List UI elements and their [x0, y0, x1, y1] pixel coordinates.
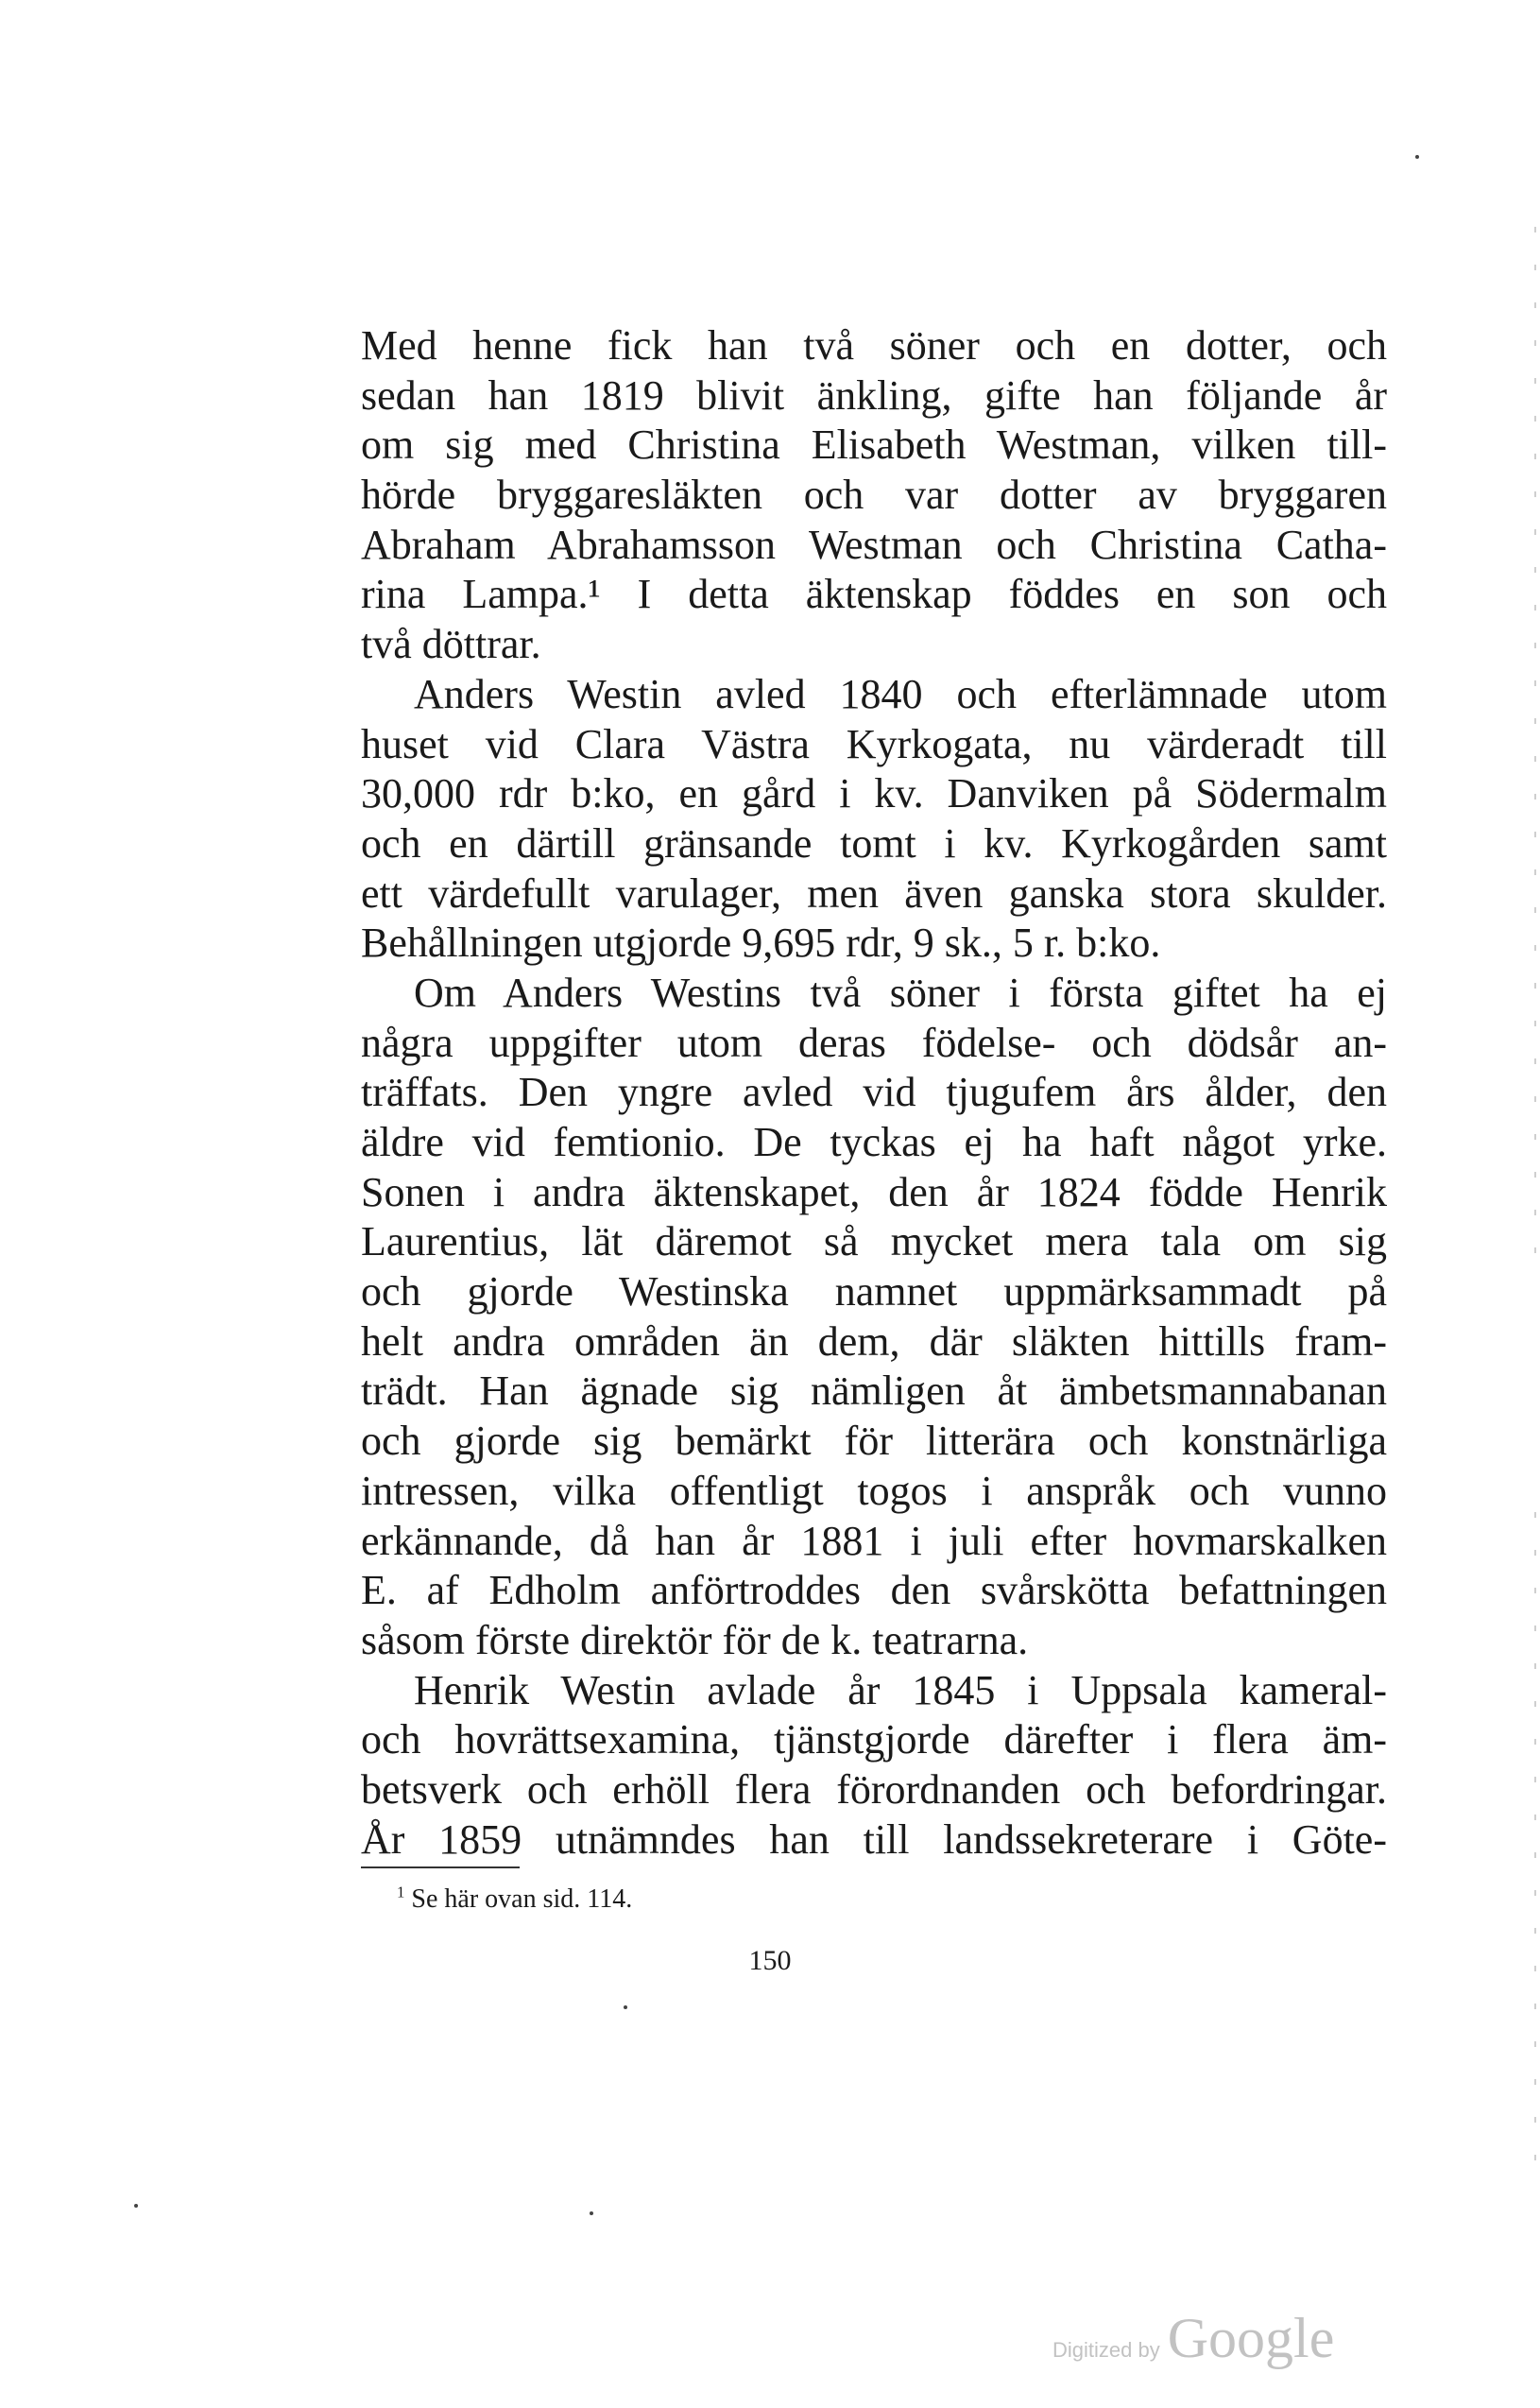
text-line: 30,000 rdr b:ko, en gård i kv. Danviken på Södermalm: [361, 770, 1387, 817]
footnote-marker: 1: [397, 1883, 405, 1901]
text-line: äldre vid femtionio. De tyckas ej ha haft något yrke.: [361, 1119, 1387, 1165]
text-line: två döttrar.: [361, 621, 541, 668]
text-line: intressen, vilka offentligt togos i anspråk och vunno: [361, 1467, 1387, 1514]
text-line: E. af Edholm anförtroddes den svårskötta befattningen: [361, 1567, 1387, 1614]
scan-speck: [590, 2211, 593, 2215]
text-line: Henrik Westin avlade år 1845 i Uppsala kameral-: [414, 1666, 1387, 1713]
text-line: om sig med Christina Elisabeth Westman, vilken till-: [361, 421, 1387, 469]
text-line: och en därtill gränsande tomt i kv. Kyrkogården samt: [361, 819, 1387, 867]
text-line: betsverk och erhöll flera förordnanden och befordringar.: [361, 1765, 1387, 1813]
google-logo: Google: [1167, 2307, 1335, 2369]
scan-speck: [1415, 155, 1419, 159]
footnote-text: Se här ovan sid. 114.: [411, 1884, 633, 1914]
text-line: Abraham Abrahamsson Westman och Christina Catha-: [361, 521, 1387, 568]
scan-speck: [134, 2204, 138, 2208]
footnote-rule: [361, 1866, 520, 1868]
text-line: träffats. Den yngre avled vid tjugufem års ålder, den: [361, 1069, 1387, 1116]
watermark-prefix: Digitized by: [1052, 2338, 1160, 2362]
text-line: och gjorde sig bemärkt för litterära och konstnärliga: [361, 1418, 1387, 1465]
text-line: trädt. Han ägnade sig nämligen åt ämbetsmannabanan: [361, 1367, 1387, 1415]
text-line: sedan han 1819 blivit änkling, gifte han följande år: [361, 371, 1387, 419]
text-line: rina Lampa.¹ I detta äktenskap föddes en son och: [361, 571, 1387, 618]
text-line: År 1859 utnämndes han till landssekreterare i Göte-: [361, 1815, 1387, 1863]
digitized-watermark: [1052, 2306, 1334, 2382]
text-line: såsom förste direktör för de k. teatrarna.: [361, 1616, 1029, 1663]
footnote: [397, 1881, 632, 1918]
text-line: helt andra områden än dem, där släkten hittills fram-: [361, 1317, 1387, 1365]
text-line: och hovrättsexamina, tjänstgjorde därefter i flera äm-: [361, 1716, 1387, 1763]
scan-speck: [624, 2005, 627, 2009]
text-line: hörde bryggaresläkten och var dotter av bryggaren: [361, 472, 1387, 519]
scan-edge-upper: [1534, 227, 1536, 1266]
text-line: Anders Westin avled 1840 och efterlämnade utom: [414, 670, 1387, 717]
text-line: Sonen i andra äktenskapet, den år 1824 födde Henrik: [361, 1168, 1387, 1215]
text-line: ett värdefullt varulager, men även ganska stora skulder.: [361, 869, 1387, 917]
text-line: Med henne fick han två söner och en dotter, och: [361, 322, 1387, 369]
page-number: 150: [748, 1945, 792, 1976]
body-text: [361, 321, 1387, 1865]
text-line: Om Anders Westins två söner i första giftet ha ej: [414, 969, 1387, 1016]
text-line: några uppgifter utom deras födelse- och dödsår an-: [361, 1019, 1387, 1066]
text-line: erkännande, då han år 1881 i juli efter hovmarskalken: [361, 1517, 1387, 1564]
scan-edge-lower: [1534, 1512, 1536, 2174]
text-line: och gjorde Westinska namnet uppmärksammadt på: [361, 1268, 1387, 1316]
text-line: Behållningen utgjorde 9,695 rdr, 9 sk., 5 r. b:ko.: [361, 920, 1161, 967]
text-line: Laurentius, lät däremot så mycket mera tala om sig: [361, 1218, 1387, 1265]
text-line: huset vid Clara Västra Kyrkogata, nu värderadt till: [361, 720, 1387, 767]
